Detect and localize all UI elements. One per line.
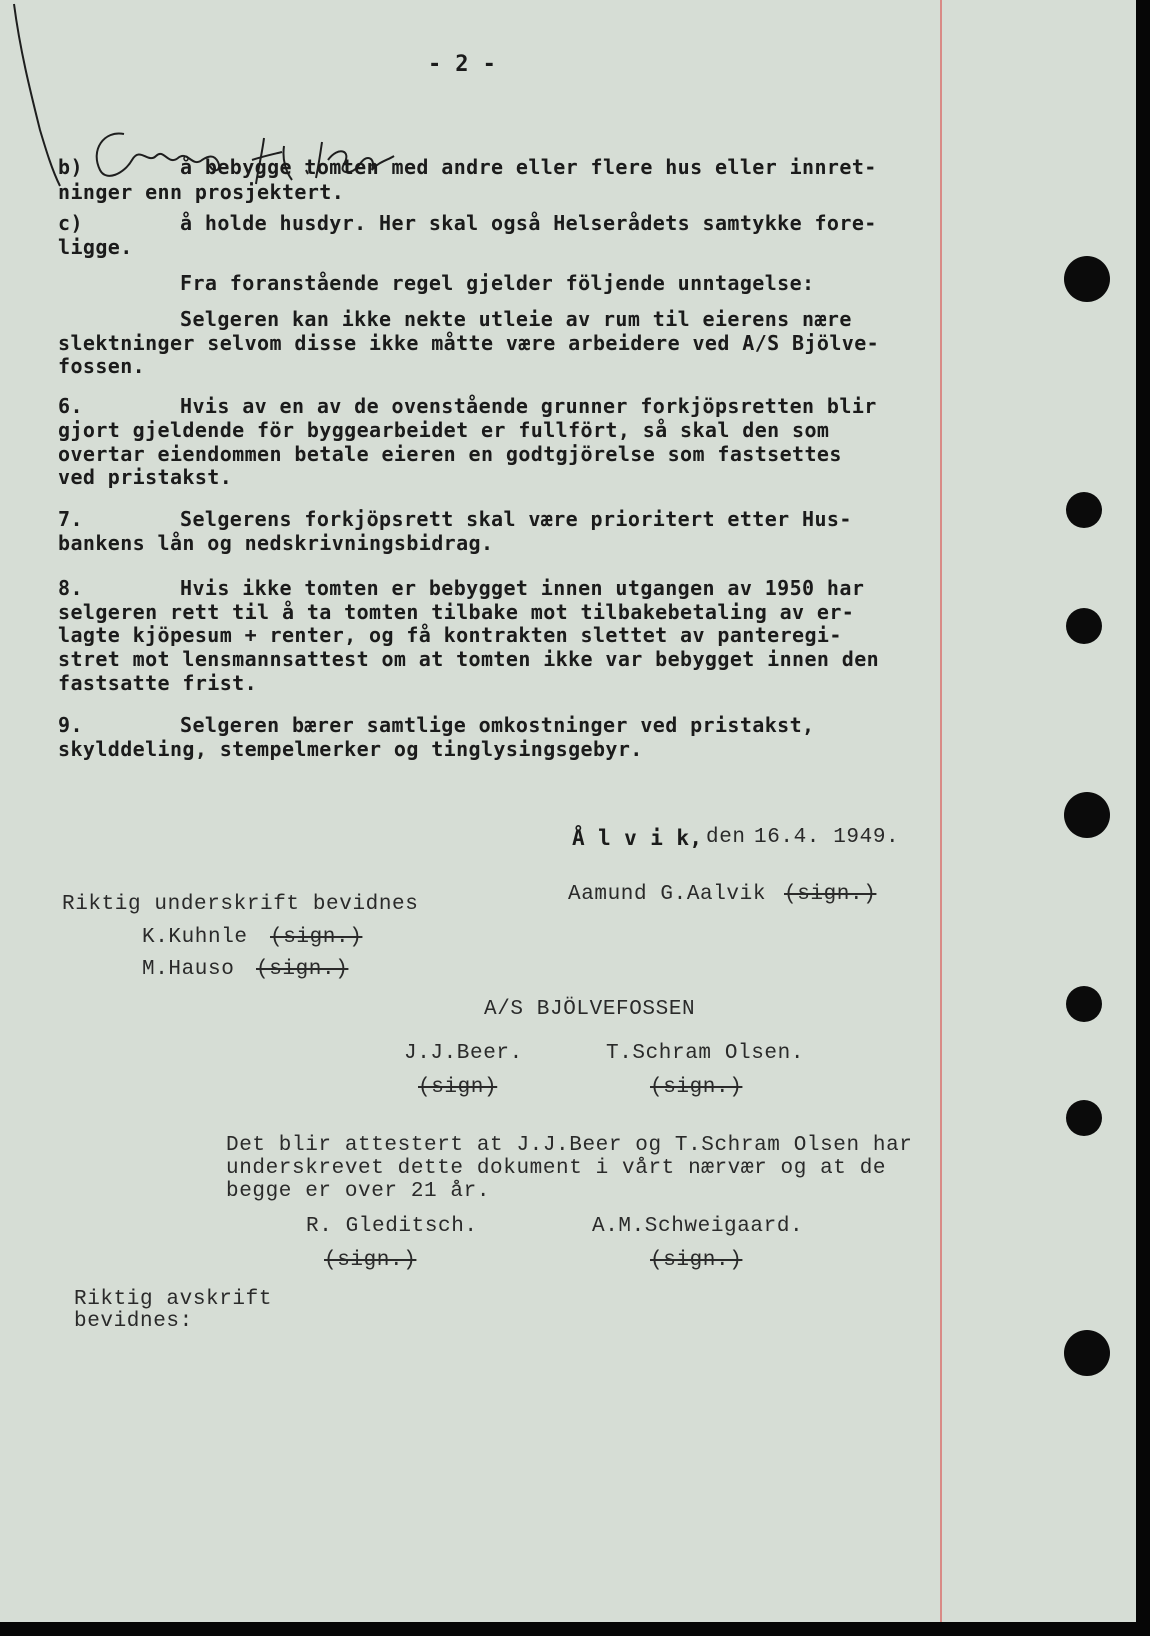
exception-line1: Selgeren kan ikke nekte utleie av rum til eierens nære	[180, 307, 852, 331]
seller-sign: (sign.)	[784, 883, 877, 906]
clause-b-line1: å bebygge tomten med andre eller flere hus eller innret-	[180, 155, 877, 179]
attestation-witness1-sign: (sign.)	[324, 1249, 417, 1272]
paragraph-7-line2: bankens lån og nedskrivningsbidrag.	[58, 531, 494, 555]
exception-line3: fossen.	[58, 354, 146, 378]
witness2-sign: (sign.)	[256, 958, 349, 981]
punch-hole	[1066, 608, 1102, 644]
attestation-line2: underskrevet dette dokument i vårt nærvær og at de	[226, 1157, 887, 1180]
date-den: den	[706, 826, 746, 849]
company-signer2: T.Schram Olsen.	[606, 1042, 805, 1065]
paragraph-9-line2: skylddeling, stempelmerker og tinglysingsgebyr.	[58, 737, 643, 761]
paragraph-8-line5: fastsatte frist.	[58, 671, 258, 695]
clause-c-line1: å holde husdyr. Her skal også Helserådets samtykke fore-	[180, 211, 877, 235]
copy-certification-line1: Riktig avskrift	[74, 1288, 273, 1311]
exception-line2: slektninger selvom disse ikke måtte være arbeidere ved A/S Bjölve-	[58, 331, 880, 355]
paragraph-9-number: 9.	[58, 713, 83, 737]
page-number: - 2 -	[428, 52, 497, 77]
margin-line	[940, 0, 942, 1622]
witness1-sign: (sign.)	[270, 926, 363, 949]
paragraph-6-line4: ved pristakst.	[58, 465, 233, 489]
exception-heading: Fra foranstående regel gjelder följende unntagelse:	[180, 271, 815, 295]
date: 16.4. 1949.	[754, 826, 900, 849]
attestation-witness1: R. Gleditsch.	[306, 1215, 478, 1238]
paragraph-6-line1: Hvis av en av de ovenstående grunner forkjöpsretten blir	[180, 394, 877, 418]
place: Å l v i k,	[572, 826, 703, 850]
witness2-name: M.Hauso	[142, 958, 235, 981]
paragraph-8-line2: selgeren rett til å ta tomten tilbake mot tilbakebetaling av er-	[58, 600, 855, 624]
punch-hole	[1064, 792, 1110, 838]
attestation-line1: Det blir attestert at J.J.Beer og T.Schram Olsen har	[226, 1134, 913, 1157]
clause-c-line2: ligge.	[58, 235, 133, 259]
paragraph-6-number: 6.	[58, 394, 83, 418]
copy-certification-line2: bevidnes:	[74, 1310, 193, 1333]
company-signer1: J.J.Beer.	[404, 1042, 523, 1065]
attestation-line3: begge er over 21 år.	[226, 1180, 491, 1203]
paragraph-8-number: 8.	[58, 576, 83, 600]
punch-hole	[1064, 1330, 1110, 1376]
paragraph-8-line1: Hvis ikke tomten er bebygget innen utgangen av 1950 har	[180, 576, 865, 600]
paragraph-9-line1: Selgeren bærer samtlige omkostninger ved pristakst,	[180, 713, 815, 737]
company-name: A/S BJÖLVEFOSSEN	[484, 998, 696, 1021]
seller-name: Aamund G.Aalvik	[568, 883, 767, 906]
paragraph-6-line2: gjort gjeldende för byggearbeidet er fullfört, så skal den som	[58, 418, 830, 442]
witness1-name: K.Kuhnle	[142, 926, 248, 949]
punch-hole	[1066, 986, 1102, 1022]
clause-c-label: c)	[58, 211, 83, 235]
witness-heading: Riktig underskrift bevidnes	[62, 893, 419, 916]
company-signer1-sign: (sign)	[418, 1076, 498, 1099]
attestation-witness2-sign: (sign.)	[650, 1249, 743, 1272]
paragraph-8-line3: lagte kjöpesum + renter, og få kontrakten slettet av panteregi-	[58, 623, 842, 647]
attestation-witness2: A.M.Schweigaard.	[592, 1215, 804, 1238]
company-signer2-sign: (sign.)	[650, 1076, 743, 1099]
punch-hole	[1066, 492, 1102, 528]
punch-hole	[1064, 256, 1110, 302]
clause-b-label: b)	[58, 155, 83, 179]
paragraph-7-number: 7.	[58, 507, 83, 531]
paragraph-7-line1: Selgerens forkjöpsrett skal være prioritert etter Hus-	[180, 507, 852, 531]
paragraph-6-line3: overtar eiendommen betale eieren en godtgjörelse som fastsettes	[58, 442, 842, 466]
punch-hole	[1066, 1100, 1102, 1136]
paragraph-8-line4: stret mot lensmannsattest om at tomten ikke var bebygget innen den	[58, 647, 880, 671]
clause-b-line2: ninger enn prosjektert.	[58, 180, 345, 204]
